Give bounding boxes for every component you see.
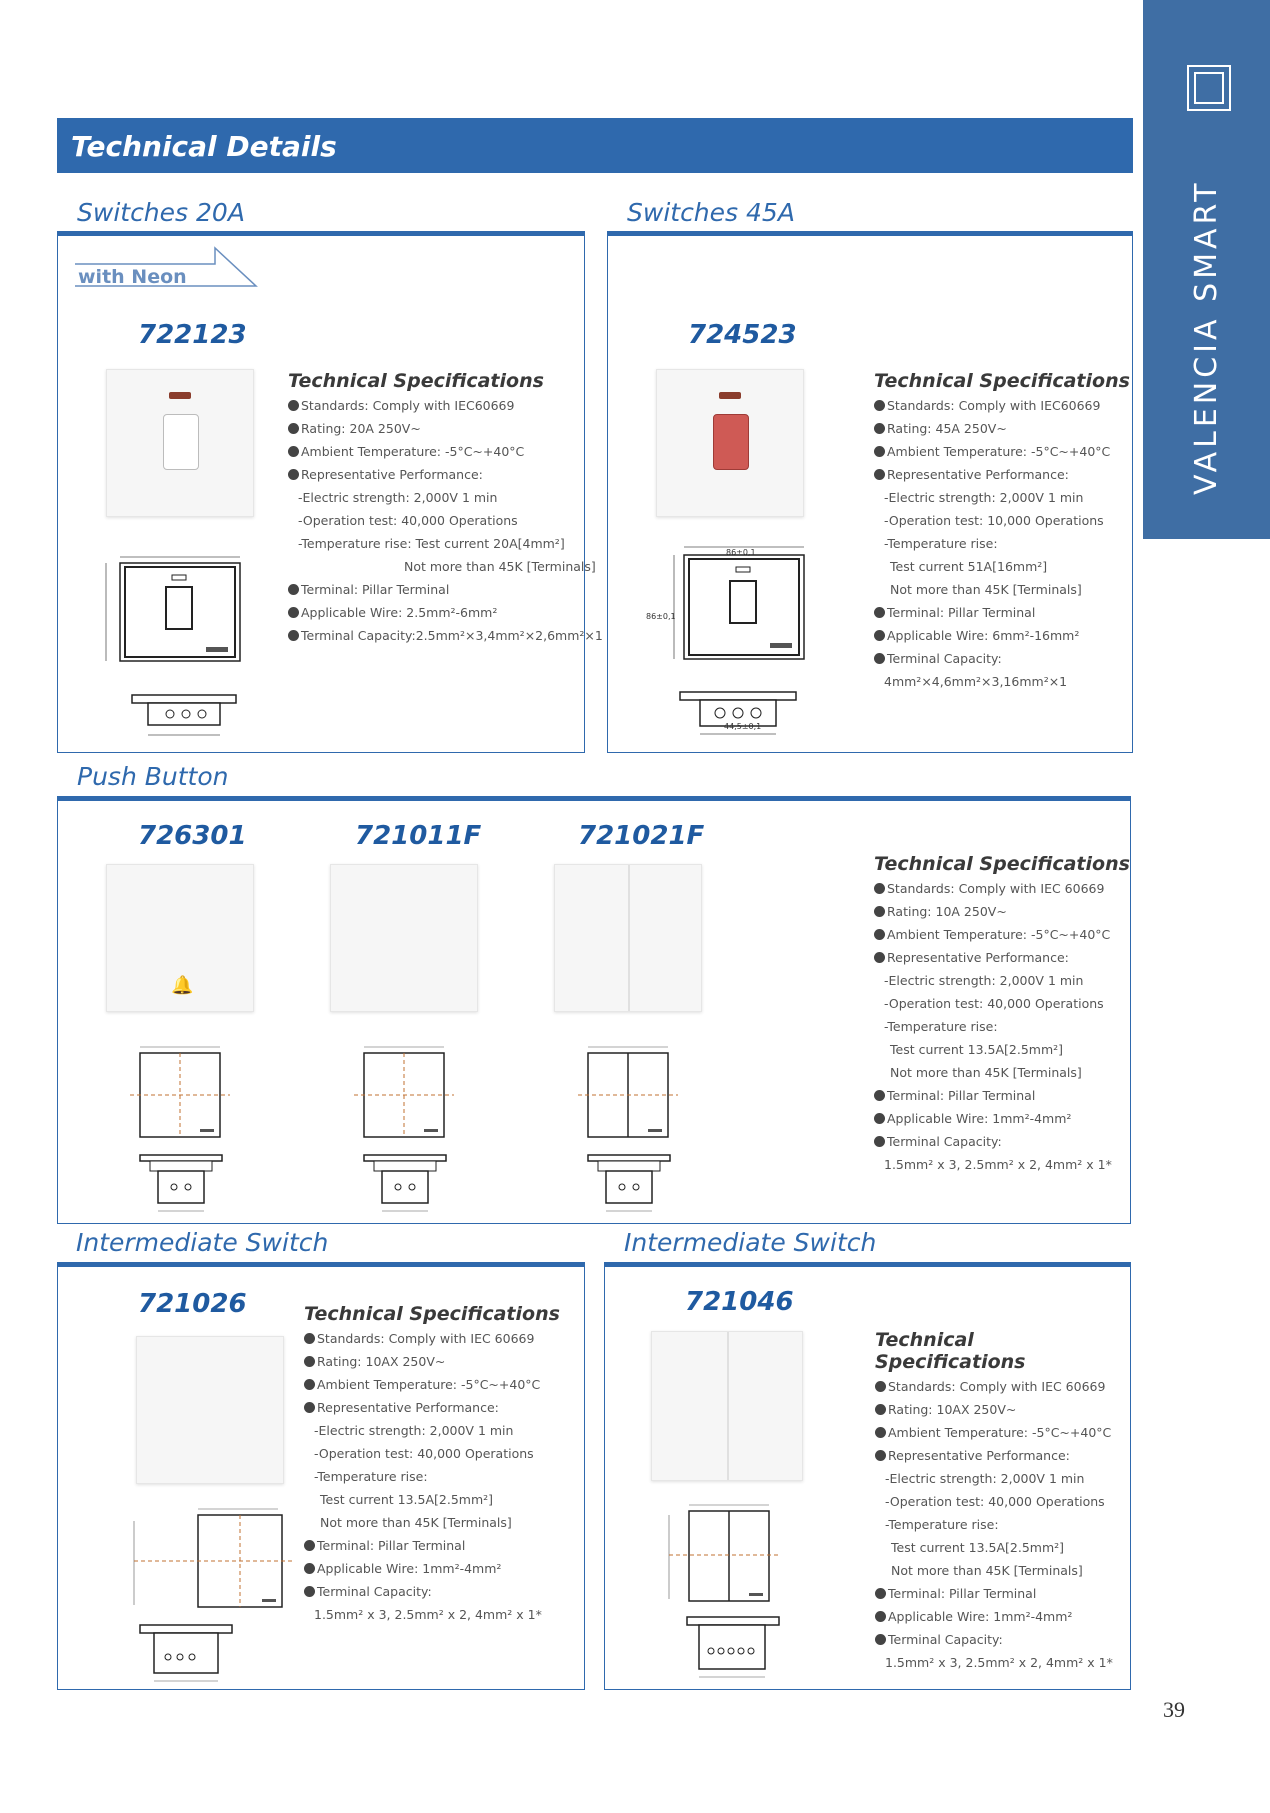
page-number: 39 xyxy=(1163,1697,1185,1722)
spec-block xyxy=(875,1329,1130,1674)
side-dimension-drawing xyxy=(685,1611,785,1683)
bullet-icon xyxy=(304,1379,315,1390)
spec-line: Terminal: Pillar Terminal xyxy=(874,601,1130,624)
product-photo-721046 xyxy=(651,1331,803,1481)
rocker xyxy=(163,414,199,470)
spec-line: Not more than 45K [Terminals] xyxy=(404,559,596,574)
spec-block xyxy=(874,370,1130,693)
series-side-band xyxy=(1143,0,1270,539)
bullet-icon xyxy=(874,883,885,894)
neon-indicator xyxy=(719,392,741,399)
bullet-icon xyxy=(874,929,885,940)
spec-title: Technical Specifications xyxy=(304,1303,560,1325)
bullet-icon xyxy=(874,423,885,434)
bullet-icon xyxy=(304,1356,315,1367)
spec-line: Test current 13.5A[2.5mm²] xyxy=(320,1492,494,1507)
red-rocker xyxy=(713,414,749,470)
front-dimension-drawing xyxy=(574,1045,684,1143)
bell-icon: 🔔 xyxy=(171,975,194,995)
side-dimension-drawing xyxy=(678,686,798,756)
spec-line: -Electric strength: 2,000V 1 min xyxy=(314,1423,514,1438)
spec-line: Ambient Temperature: -5°C~+40°C xyxy=(288,440,603,463)
spec-block xyxy=(304,1303,560,1626)
spec-line: Ambient Temperature: -5°C~+40°C xyxy=(875,1421,1130,1444)
bullet-icon xyxy=(874,469,885,480)
spec-line: Standards: Comply with IEC60669 xyxy=(874,394,1130,417)
product-photo-724523 xyxy=(656,369,804,517)
bullet-icon xyxy=(875,1404,886,1415)
panel-switches-45a xyxy=(607,231,1133,753)
bullet-icon xyxy=(288,400,299,411)
spec-line: 4mm²×4,6mm²×3,16mm²×1 xyxy=(884,674,1068,689)
spec-title: Technical Specifications xyxy=(875,1329,1026,1373)
section-title-intermediate-switch: Intermediate Switch xyxy=(76,1228,329,1257)
bullet-icon xyxy=(874,607,885,618)
spec-title: Technical Specifications xyxy=(874,370,1130,392)
spec-line: -Operation test: 40,000 Operations xyxy=(885,1494,1105,1509)
bullet-icon xyxy=(875,1381,886,1392)
spec-line: -Temperature rise: Test current 20A[4mm²] xyxy=(298,536,565,551)
spec-line: Test current 51A[16mm²] xyxy=(890,559,1048,574)
spec-line: Representative Performance: xyxy=(288,463,603,486)
product-code: 724523 xyxy=(688,320,797,350)
spec-line: Ambient Temperature: -5°C~+40°C xyxy=(304,1373,560,1396)
spec-line: Standards: Comply with IEC60669 xyxy=(288,394,603,417)
spec-line: -Temperature rise: xyxy=(314,1469,428,1484)
spec-line: Terminal: Pillar Terminal xyxy=(288,578,603,601)
spec-line: 1.5mm² x 3, 2.5mm² x 2, 4mm² x 1* xyxy=(884,1157,1112,1172)
side-dimension-drawing xyxy=(130,689,240,749)
spec-line: -Operation test: 40,000 Operations xyxy=(314,1446,534,1461)
spec-line: Rating: 20A 250V~ xyxy=(288,417,603,440)
bullet-icon xyxy=(874,400,885,411)
spec-line: Rating: 10AX 250V~ xyxy=(875,1398,1130,1421)
spec-line: Not more than 45K [Terminals] xyxy=(890,582,1082,597)
spec-line: Terminal: Pillar Terminal xyxy=(874,1084,1130,1107)
product-code: 721021F xyxy=(578,821,705,851)
section-title-switches-45a: Switches 45A xyxy=(627,198,795,227)
product-code: 726301 xyxy=(138,821,247,851)
spec-line: -Electric strength: 2,000V 1 min xyxy=(884,490,1084,505)
spec-line: Applicable Wire: 2.5mm²-6mm² xyxy=(288,601,603,624)
with-neon-label: with Neon xyxy=(78,266,187,288)
bullet-icon xyxy=(288,446,299,457)
bullet-icon xyxy=(874,952,885,963)
bullet-icon xyxy=(874,1136,885,1147)
spec-block xyxy=(874,853,1130,1176)
bullet-icon xyxy=(304,1540,315,1551)
front-dimension-drawing xyxy=(350,1045,460,1143)
product-photo-721021f xyxy=(554,864,702,1012)
section-title-intermediate-switch-2: Intermediate Switch xyxy=(624,1228,877,1257)
spec-line: Rating: 10AX 250V~ xyxy=(304,1350,560,1373)
product-code: 722123 xyxy=(138,320,247,350)
height-dimension-label: 86±0,1 xyxy=(646,612,676,621)
bullet-icon xyxy=(874,653,885,664)
panel-switches-20a xyxy=(57,231,603,753)
product-photo-721011f xyxy=(330,864,478,1012)
bullet-icon xyxy=(874,630,885,641)
spec-line: 1.5mm² x 3, 2.5mm² x 2, 4mm² x 1* xyxy=(885,1655,1113,1670)
spec-line: -Temperature rise: xyxy=(885,1517,999,1532)
spec-line: Not more than 45K [Terminals] xyxy=(890,1065,1082,1080)
spec-line: Representative Performance: xyxy=(875,1444,1130,1467)
product-photo-721026 xyxy=(136,1336,284,1484)
spec-line: -Operation test: 40,000 Operations xyxy=(298,513,518,528)
spec-line: -Electric strength: 2,000V 1 min xyxy=(884,973,1084,988)
side-dimension-drawing xyxy=(362,1151,452,1215)
spec-line: Representative Performance: xyxy=(874,463,1130,486)
spec-line: Representative Performance: xyxy=(874,946,1130,969)
spec-line: Test current 13.5A[2.5mm²] xyxy=(890,1042,1064,1057)
spec-line: Applicable Wire: 1mm²-4mm² xyxy=(875,1605,1130,1628)
bullet-icon xyxy=(288,607,299,618)
bullet-icon xyxy=(875,1588,886,1599)
side-dimension-drawing xyxy=(138,1621,238,1687)
spec-line: -Temperature rise: xyxy=(884,536,998,551)
product-photo-722123 xyxy=(106,369,254,517)
side-dimension-drawing xyxy=(138,1151,228,1215)
spec-line: Terminal Capacity: xyxy=(304,1580,560,1603)
bullet-icon xyxy=(304,1586,315,1597)
spec-title: Technical Specifications xyxy=(288,370,544,392)
spec-line: Ambient Temperature: -5°C~+40°C xyxy=(874,923,1130,946)
front-dimension-drawing xyxy=(128,1507,298,1617)
spec-line: Test current 13.5A[2.5mm²] xyxy=(891,1540,1065,1555)
bullet-icon xyxy=(874,906,885,917)
rocker-split xyxy=(628,865,630,1011)
bullet-icon xyxy=(288,630,299,641)
spec-title: Technical Specifications xyxy=(874,853,1130,875)
bullet-icon xyxy=(288,423,299,434)
section-title-switches-20a: Switches 20A xyxy=(77,198,245,227)
side-dimension-drawing xyxy=(586,1151,676,1215)
bullet-icon xyxy=(875,1450,886,1461)
product-code: 721011F xyxy=(355,821,482,851)
front-dimension-drawing xyxy=(665,1503,785,1607)
square-frame-icon xyxy=(1187,65,1231,111)
spec-line: -Operation test: 40,000 Operations xyxy=(884,996,1104,1011)
bullet-icon xyxy=(875,1634,886,1645)
spec-line: Standards: Comply with IEC 60669 xyxy=(875,1375,1130,1398)
spec-line: Applicable Wire: 1mm²-4mm² xyxy=(304,1557,560,1580)
neon-indicator xyxy=(169,392,191,399)
spec-line: -Electric strength: 2,000V 1 min xyxy=(885,1471,1085,1486)
spec-line: -Temperature rise: xyxy=(884,1019,998,1034)
bullet-icon xyxy=(874,1113,885,1124)
spec-line: Not more than 45K [Terminals] xyxy=(320,1515,512,1530)
front-dimension-drawing xyxy=(98,551,268,671)
spec-line: Terminal Capacity:2.5mm²×3,4mm²×2,6mm²×1 xyxy=(288,624,603,647)
spec-line: Terminal Capacity: xyxy=(874,1130,1130,1153)
header-bar xyxy=(57,118,1133,173)
spec-line: Terminal: Pillar Terminal xyxy=(304,1534,560,1557)
bullet-icon xyxy=(288,584,299,595)
bullet-icon xyxy=(874,446,885,457)
spec-line: Terminal Capacity: xyxy=(874,647,1130,670)
bullet-icon xyxy=(304,1563,315,1574)
depth-dimension-label: 44,5±0,1 xyxy=(724,722,762,731)
bullet-icon xyxy=(304,1333,315,1344)
panel-intermediate-switch-721046 xyxy=(604,1262,1131,1690)
spec-block xyxy=(288,370,603,647)
panel-intermediate-switch-721026 xyxy=(57,1262,585,1690)
front-dimension-drawing xyxy=(126,1045,236,1143)
page-title: Technical Details xyxy=(71,130,337,163)
bullet-icon xyxy=(875,1611,886,1622)
spec-line: Terminal Capacity: xyxy=(875,1628,1130,1651)
panel-push-button xyxy=(57,796,1131,1224)
spec-line: Terminal: Pillar Terminal xyxy=(875,1582,1130,1605)
bullet-icon xyxy=(288,469,299,480)
width-dimension-label: 86±0,1 xyxy=(726,548,756,557)
spec-line: Rating: 10A 250V~ xyxy=(874,900,1130,923)
spec-line: 1.5mm² x 3, 2.5mm² x 2, 4mm² x 1* xyxy=(314,1607,542,1622)
spec-line: Standards: Comply with IEC 60669 xyxy=(874,877,1130,900)
spec-line: Ambient Temperature: -5°C~+40°C xyxy=(874,440,1130,463)
bullet-icon xyxy=(304,1402,315,1413)
spec-line: Not more than 45K [Terminals] xyxy=(891,1563,1083,1578)
bullet-icon xyxy=(875,1427,886,1438)
front-dimension-drawing xyxy=(646,541,826,671)
section-title-push-button: Push Button xyxy=(77,762,229,791)
product-code: 721026 xyxy=(138,1289,247,1319)
spec-line: Representative Performance: xyxy=(304,1396,560,1419)
product-photo-726301 xyxy=(106,864,254,1012)
bullet-icon xyxy=(874,1090,885,1101)
series-name: VALENCIA SMART xyxy=(1189,179,1224,495)
spec-line: Applicable Wire: 6mm²-16mm² xyxy=(874,624,1130,647)
spec-line: Rating: 45A 250V~ xyxy=(874,417,1130,440)
spec-line: -Electric strength: 2,000V 1 min xyxy=(298,490,498,505)
product-code: 721046 xyxy=(685,1287,794,1317)
spec-line: -Operation test: 10,000 Operations xyxy=(884,513,1104,528)
spec-line: Applicable Wire: 1mm²-4mm² xyxy=(874,1107,1130,1130)
spec-line: Standards: Comply with IEC 60669 xyxy=(304,1327,560,1350)
rocker-split xyxy=(727,1332,729,1480)
